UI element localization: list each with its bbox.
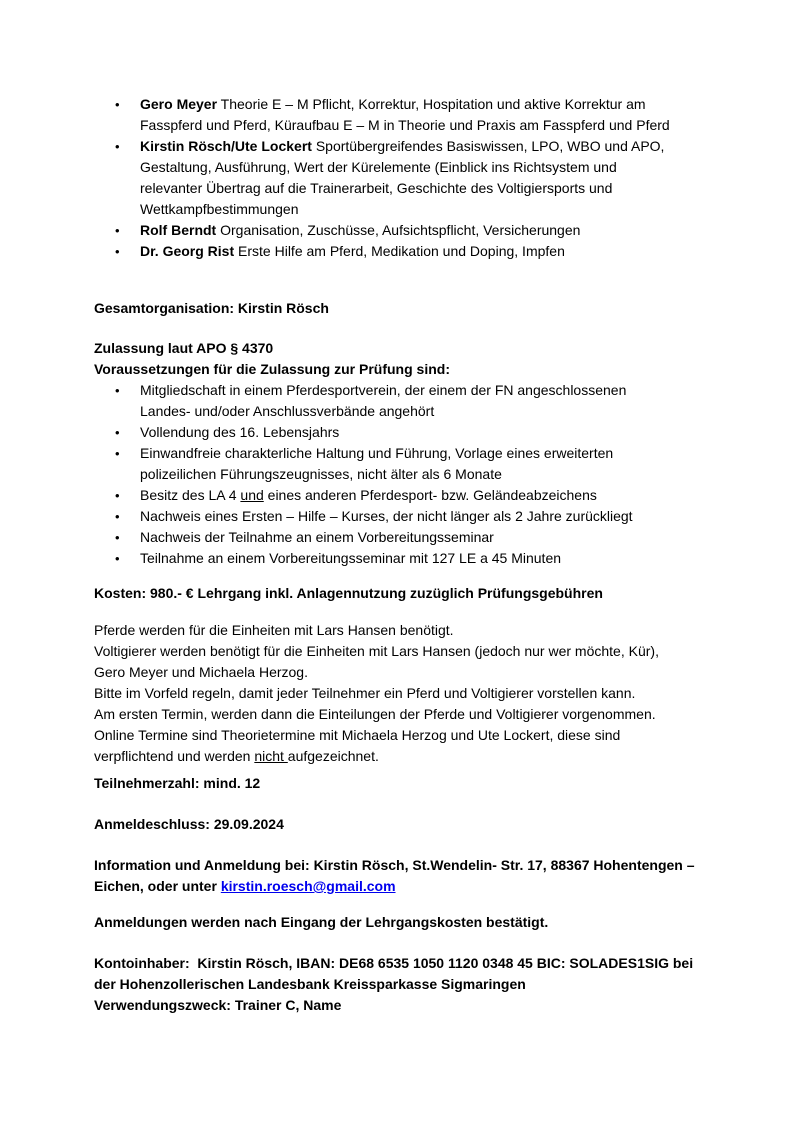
email-link[interactable]: kirstin.roesch@gmail.com xyxy=(220,878,396,894)
list-item xyxy=(115,94,708,136)
requirement-text: polizeilichen Führungszeugnisses, nicht älter als 6 Monate xyxy=(140,466,502,482)
requirement-text: Vollendung des 16. Lebensjahrs xyxy=(140,424,340,440)
paragraph-line: Gero Meyer und Michaela Herzog. xyxy=(94,664,308,680)
account-line: Verwendungszweck: Trainer C, Name xyxy=(94,997,342,1013)
requirement-text: Mitgliedschaft in einem Pferdesportverein, der einem der FN angeschlossenen xyxy=(140,382,627,398)
speaker-topics: Organisation, Zuschüsse, Aufsichtspflicht, Versicherungen xyxy=(216,222,581,238)
list-item xyxy=(115,380,708,422)
bank-account-info xyxy=(94,953,708,1016)
bullet-icon: • xyxy=(115,530,120,545)
organisation-heading: Gesamtorganisation: Kirstin Rösch xyxy=(94,300,329,316)
speaker-topics: Sportübergreifendes Basiswissen, LPO, WBO und APO, xyxy=(311,138,665,154)
underlined-word: nicht xyxy=(254,748,288,764)
confirmation-text: Anmeldungen werden nach Eingang der Lehrgangskosten bestätigt. xyxy=(94,914,549,930)
bullet-icon: • xyxy=(115,383,120,398)
list-item xyxy=(115,443,708,485)
bullet-icon: • xyxy=(115,97,120,112)
list-item xyxy=(115,485,708,506)
bullet-icon: • xyxy=(115,425,120,440)
paragraph-line: Pferde werden für die Einheiten mit Lars Hansen benötigt. xyxy=(94,622,454,638)
speaker-topics: relevanter Übertrag auf die Trainerarbeit, Geschichte des Voltigiersports und xyxy=(140,180,613,196)
bullet-icon: • xyxy=(115,446,120,461)
requirements-list xyxy=(94,380,708,569)
speaker-topics: Gestaltung, Ausführung, Wert der Kürelemente (Einblick ins Richtsystem und xyxy=(140,159,617,175)
paragraph-line: Am ersten Termin, werden dann die Einteilungen der Pferde und Voltigierer vorgenommen. xyxy=(94,706,656,722)
paragraph-line: Voltigierer werden benötigt für die Einheiten mit Lars Hansen (jedoch nur wer möchte, Kür), xyxy=(94,643,659,659)
list-item xyxy=(115,548,708,569)
requirement-text: Einwandfreie charakterliche Haltung und Führung, Vorlage eines erweiterten xyxy=(140,445,614,461)
bullet-icon: • xyxy=(115,244,120,259)
bullet-icon: • xyxy=(115,488,120,503)
contact-line: Eichen, oder unter kirstin.roesch@gmail.com xyxy=(94,878,396,894)
horses-paragraph xyxy=(94,620,708,767)
paragraph-line: verpflichtend und werden nicht aufgezeichnet. xyxy=(94,748,379,764)
speaker-topics: Erste Hilfe am Pferd, Medikation und Doping, Impfen xyxy=(234,243,565,259)
list-item xyxy=(115,422,708,443)
underlined-word: und xyxy=(240,487,264,503)
requirement-text: Besitz des LA 4 und eines anderen Pferdesport- bzw. Geländeabzeichens xyxy=(140,487,597,503)
requirement-text: Nachweis der Teilnahme an einem Vorbereitungsseminar xyxy=(140,529,494,545)
list-item xyxy=(115,136,708,220)
speaker-topics: Wettkampfbestimmungen xyxy=(140,201,299,217)
list-item xyxy=(115,506,708,527)
paragraph-line: Online Termine sind Theorietermine mit Michaela Herzog und Ute Lockert, diese sind xyxy=(94,727,621,743)
speaker-name: Kirstin Rösch/Ute Lockert xyxy=(140,138,312,154)
speaker-name: Dr. Georg Rist xyxy=(140,243,235,259)
requirement-text: Landes- und/oder Anschlussverbände angehört xyxy=(140,403,435,419)
requirement-text: Teilnahme an einem Vorbereitungsseminar mit 127 LE a 45 Minuten xyxy=(140,550,562,566)
paragraph-line: Bitte im Vorfeld regeln, damit jeder Teilnehmer ein Pferd und Voltigierer vorstellen kann. xyxy=(94,685,636,701)
speaker-topics: Fasspferd und Pferd, Küraufbau E – M in Theorie und Praxis am Fasspferd und Pferd xyxy=(140,117,670,133)
bullet-icon: • xyxy=(115,551,120,566)
contact-line: Information und Anmeldung bei: Kirstin Rösch, St.Wendelin- Str. 17, 88367 Hohentengen – xyxy=(94,857,695,873)
costs-heading: Kosten: 980.- € Lehrgang inkl. Anlagennutzung zuzüglich Prüfungsgebühren xyxy=(94,585,603,601)
requirement-text: Nachweis eines Ersten – Hilfe – Kurses, der nicht länger als 2 Jahre zurückliegt xyxy=(140,508,633,524)
contact-info xyxy=(94,855,708,897)
admission-heading: Zulassung laut APO § 4370 xyxy=(94,340,274,356)
bullet-icon: • xyxy=(115,139,120,154)
participants-heading: Teilnehmerzahl: mind. 12 xyxy=(94,775,261,791)
speaker-list xyxy=(94,94,708,262)
list-item xyxy=(115,527,708,548)
bullet-icon: • xyxy=(115,223,120,238)
speaker-name: Gero Meyer xyxy=(140,96,218,112)
admission-subheading: Voraussetzungen für die Zulassung zur Prüfung sind: xyxy=(94,361,450,377)
bullet-icon: • xyxy=(115,509,120,524)
speaker-name: Rolf Berndt xyxy=(140,222,217,238)
list-item xyxy=(115,241,708,262)
account-line: Kontoinhaber: Kirstin Rösch, IBAN: DE68 6535 1050 1120 0348 45 BIC: SOLADES1SIG bei xyxy=(94,955,694,971)
speaker-topics: Theorie E – M Pflicht, Korrektur, Hospitation und aktive Korrektur am xyxy=(217,96,646,112)
deadline-heading: Anmeldeschluss: 29.09.2024 xyxy=(94,816,284,832)
account-line: der Hohenzollerischen Landesbank Kreissparkasse Sigmaringen xyxy=(94,976,526,992)
list-item xyxy=(115,220,708,241)
